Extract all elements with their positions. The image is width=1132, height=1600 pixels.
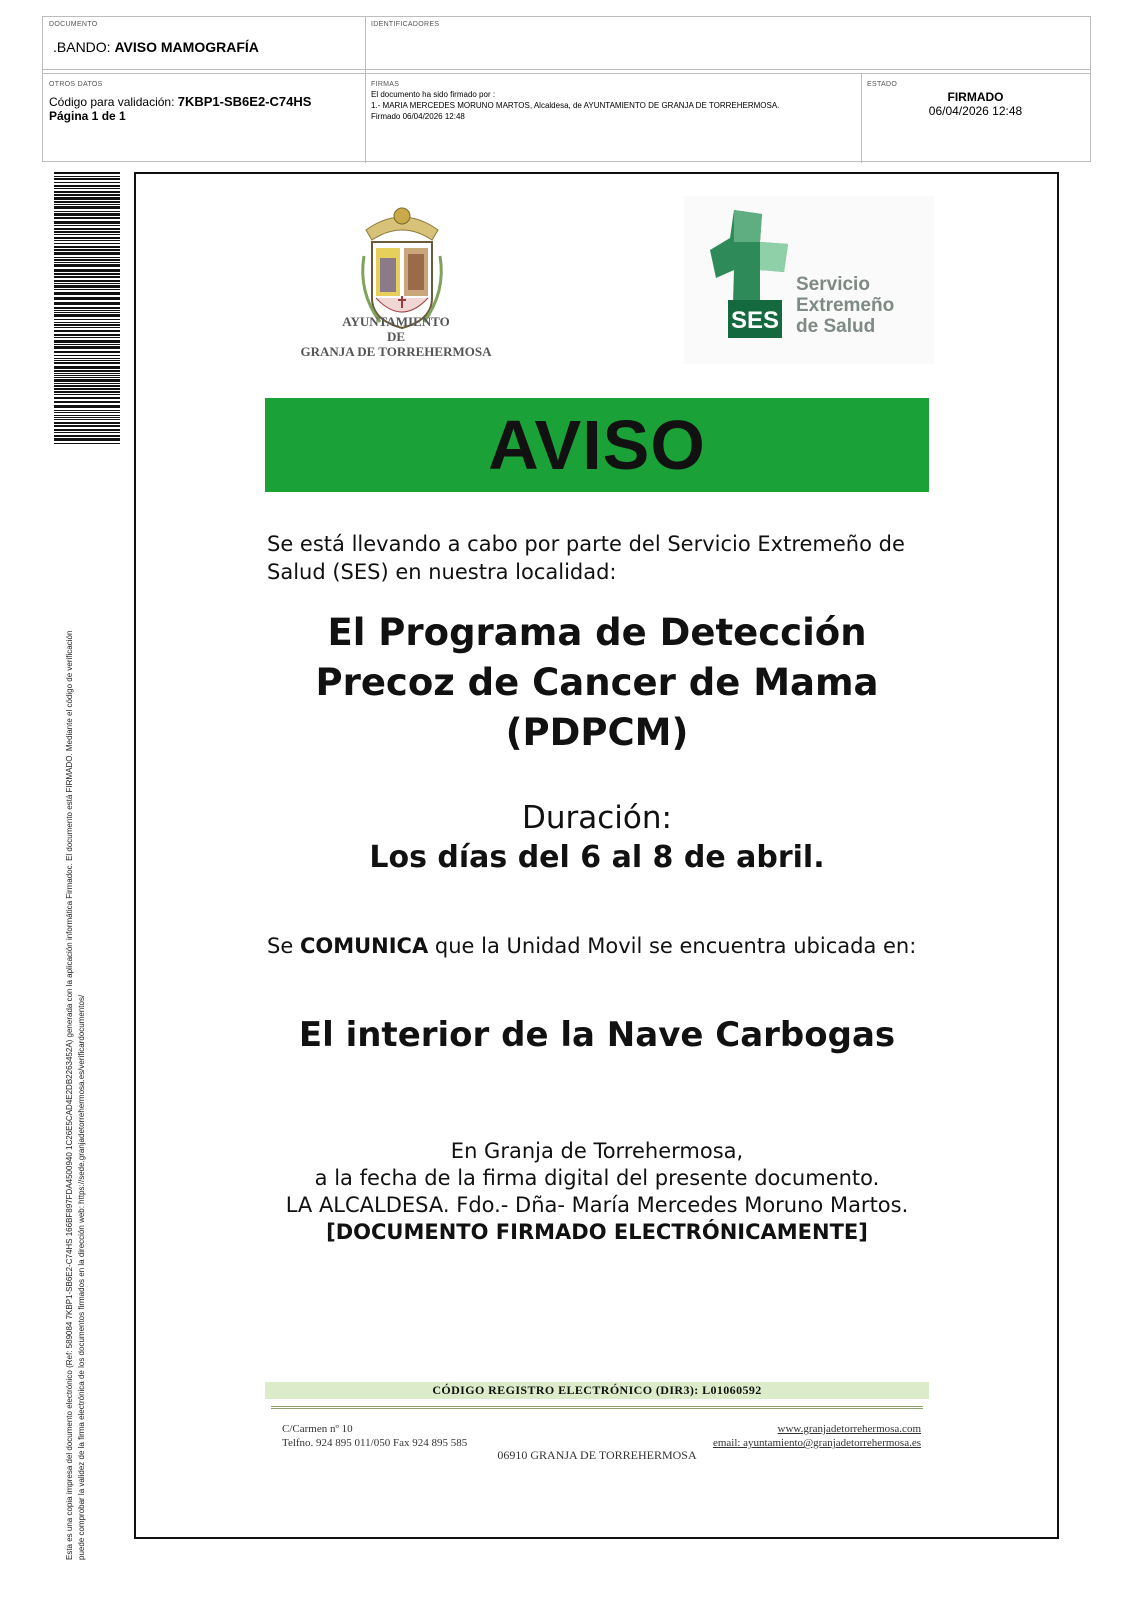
footer-address: C/Carmen nº 10 — [282, 1423, 353, 1435]
program-title: El Programa de Detección Precoz de Cancer de Mama (PDPCM) — [315, 611, 879, 754]
identificadores-cell — [365, 17, 1090, 69]
footer-web-link[interactable]: www.granjadetorrehermosa.com — [777, 1423, 921, 1435]
location-paragraph: Se COMUNICA que la Unidad Movil se encuentra ubicada en: — [267, 934, 917, 958]
duration-dates: Los días del 6 al 8 de abril. — [369, 840, 825, 875]
verification-side-note — [64, 440, 88, 1560]
estado-value: FIRMADO — [947, 90, 1004, 104]
otros-datos-caption: OTROS DATOS — [49, 81, 103, 88]
estado-cell — [861, 77, 1090, 163]
signature-block: En Granja de Torrehermosa, a la fecha de la firma digital del presente documento. LA ALCALDESA. Fdo.- Dña- María Mercedes Moruno Martos. [DOCUMENTO FIRMADO ELECTRÓNICAMENTE] — [285, 1139, 909, 1244]
validation-code: 7KBP1-SB6E2-C74HS — [177, 94, 312, 109]
ses-shape-icon — [704, 208, 804, 338]
footer-contact-right — [713, 1422, 921, 1450]
page-count: Página 1 de 1 — [49, 109, 126, 123]
footer-phone: Telfno. 924 895 011/050 Fax 924 895 585 — [282, 1437, 468, 1449]
otros-datos-cell — [43, 77, 365, 163]
estado-date: 06/04/2026 12:48 — [928, 104, 1023, 118]
header-divider — [43, 73, 1090, 74]
side-note-line: puede comprobar la validez de la firma electrónica de los documentos firmados en la dirección web: https://sede.granjadetorrehermosa.es/verificardocumentos/ — [77, 994, 86, 1560]
footer-postal: 06910 GRANJA DE TORREHERMOSA — [497, 1448, 697, 1462]
identificadores-caption: IDENTIFICADORES — [371, 21, 440, 28]
notice-frame — [134, 172, 1059, 1539]
document-title: .BANDO: AVISO MAMOGRAFÍA — [53, 39, 259, 55]
intro-paragraph: Se está llevando a cabo por parte del Servicio Extremeño de Salud (SES) en nuestra localidad: — [267, 532, 905, 584]
documento-cell — [43, 17, 365, 69]
firmas-caption: FIRMAS — [371, 81, 400, 88]
firmas-cell — [365, 77, 861, 163]
footer-divider — [271, 1406, 923, 1409]
aviso-banner — [265, 398, 929, 492]
side-note-line: Esta es una copia impresa del documento electrónico (Ref: 589084 7KBP1-SB6E2-C74HS 166BF897FDA4500940 1C26E5CAD4E2DB2263452A) generada con la aplicación informática Firmadoc. El documento está FIRMADO. Mediante el código de verificación — [65, 630, 74, 1560]
header-divider — [43, 69, 1090, 70]
ses-logo-text: Servicio Extremeño de Salud — [796, 274, 895, 337]
ses-abbrev: SES — [730, 307, 780, 334]
footer-email-link[interactable]: email: ayuntamiento@granjadetorrehermosa.es — [712, 1437, 921, 1449]
firmas-line: Firmado 06/04/2026 12:48 — [371, 112, 465, 121]
document-header-table — [42, 16, 1091, 162]
firmas-line: 1.- MARIA MERCEDES MORUNO MARTOS, Alcaldesa, de AYUNTAMIENTO DE GRANJA DE TORREHERMOSA. — [371, 101, 780, 110]
duration-label: Duración: — [522, 800, 672, 836]
aviso-title: AVISO — [488, 406, 706, 484]
firmas-line: El documento ha sido firmado por : — [371, 90, 496, 99]
location-title: El interior de la Nave Carbogas — [298, 1015, 896, 1055]
barcode — [54, 172, 120, 444]
dir3-code-bar: CÓDIGO REGISTRO ELECTRÓNICO (DIR3): L01060592 — [265, 1382, 929, 1399]
validation-code-line: Código para validación: 7KBP1-SB6E2-C74HS — [49, 94, 312, 109]
ses-logo — [684, 196, 934, 364]
crest-caption: AYUNTAMIENTO DE GRANJA DE TORREHERMOSA — [300, 314, 492, 359]
footer-contact-left — [282, 1422, 467, 1450]
documento-caption: DOCUMENTO — [49, 21, 98, 28]
estado-caption: ESTADO — [867, 81, 898, 88]
